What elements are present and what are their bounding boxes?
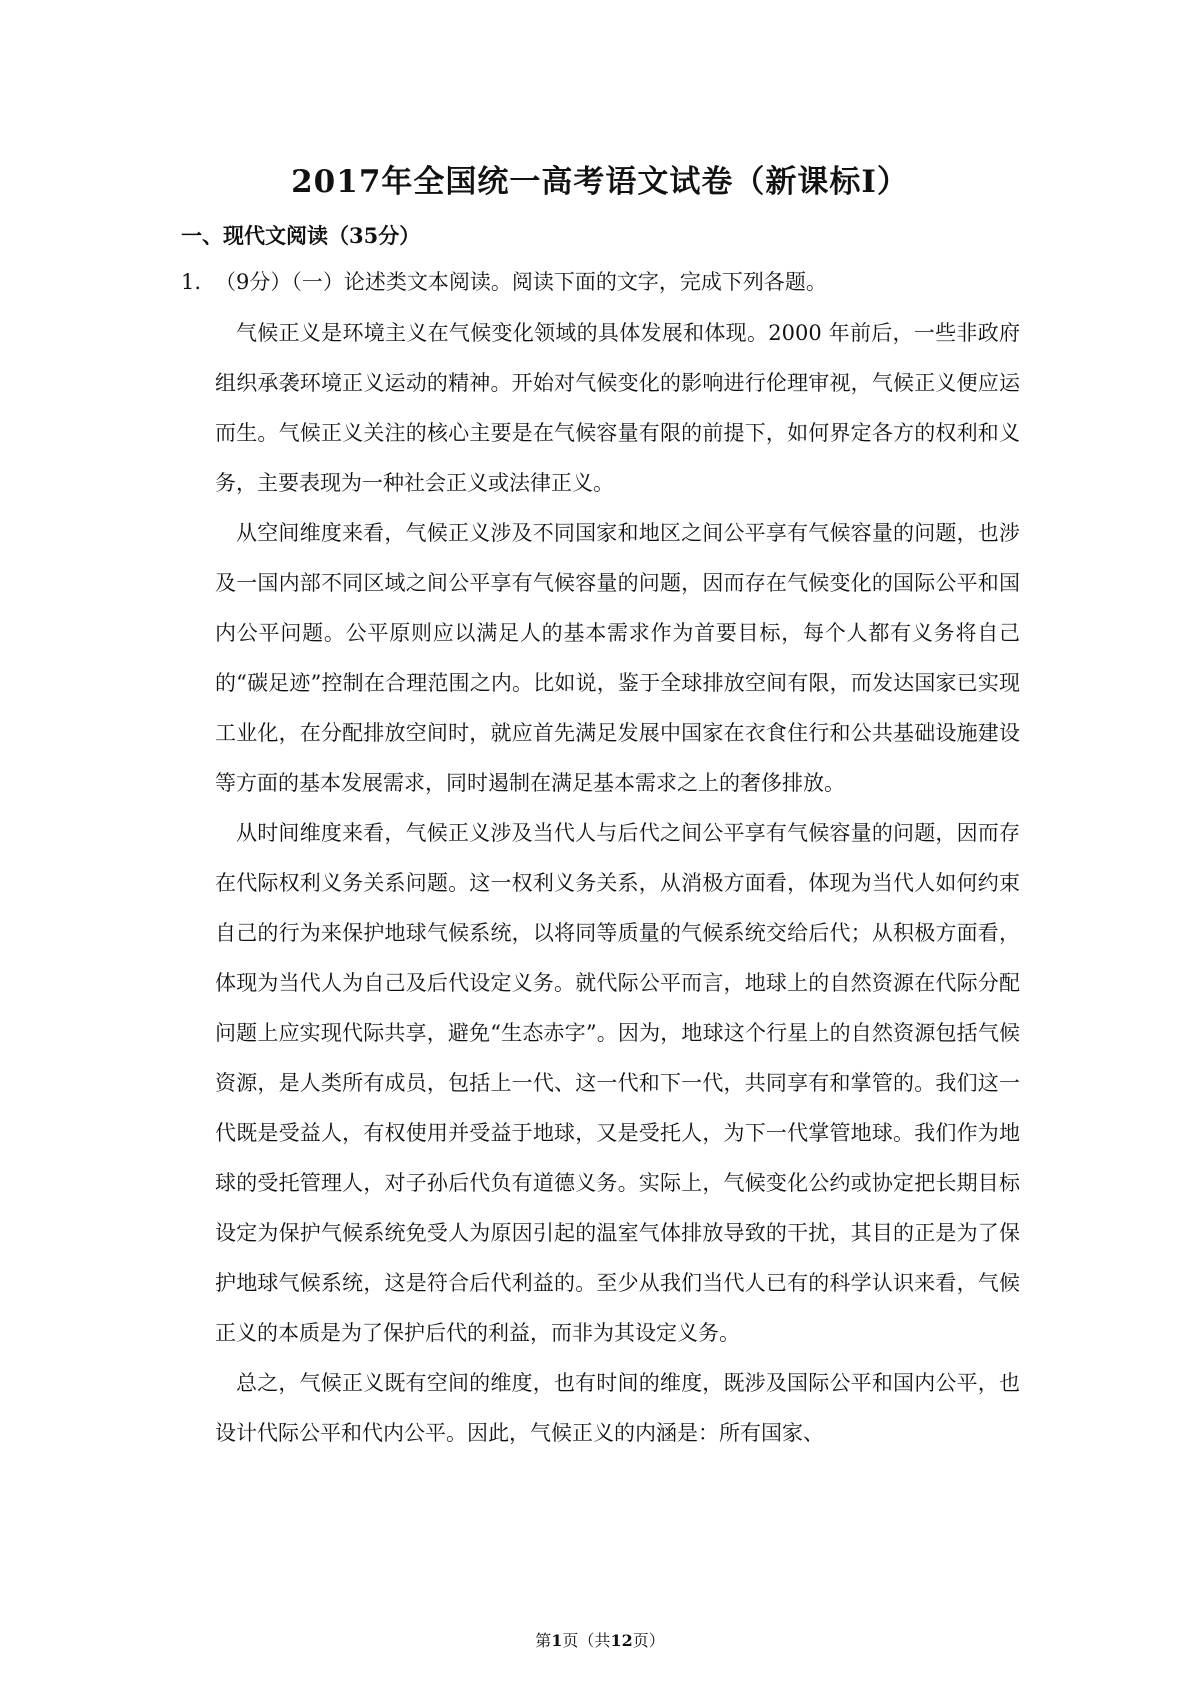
- question-prompt: （9分）（一）论述类文本阅读。阅读下面的文字，完成下列各题。: [215, 270, 827, 294]
- question-number: 1.: [181, 270, 202, 294]
- passage-paragraph: 总之，气候正义既有空间的维度，也有时间的维度，既涉及国际公平和国内公平，也设计代际公平和代内公平。因此，气候正义的内涵是：所有国家、: [215, 1371, 1020, 1445]
- footer-suffix: 页）: [632, 1631, 665, 1650]
- passage-paragraph: 气候正义是环境主义在气候变化领域的具体发展和体现。2000 年前后，一些非政府组织承袭环境正义运动的精神。开始对气候变化的影响进行伦理审视，气候正义便应运而生。气候正义关注的核心主要是在气候容量有限的前提下，如何界定各方的权利和义务，主要表现为一种社会正义或法律正义。: [215, 321, 1020, 495]
- footer-prefix: 第: [535, 1631, 552, 1650]
- footer-total-pages: 12: [610, 1631, 633, 1650]
- section-heading: 一、现代文阅读（35分）: [181, 223, 421, 248]
- passage-body: [215, 308, 1020, 1458]
- passage-paragraph: 从空间维度来看，气候正义涉及不同国家和地区之间公平享有气候容量的问题，也涉及一国内部不同区域之间公平享有气候容量的问题，因而存在气候变化的国际公平和国内公平问题。公平原则应以满足人的基本需求作为首要目标，每个人都有义务将自己的“碳足迹”控制在合理范围之内。比如说，鉴于全球排放空间有限，而发达国家已实现工业化，在分配排放空间时，就应首先满足发展中国家在衣食住行和公共基础设施建设等方面的基本发展需求，同时遏制在满足基本需求之上的奢侈排放。: [215, 521, 1020, 795]
- passage-paragraph: 从时间维度来看，气候正义涉及当代人与后代之间公平享有气候容量的问题，因而存在代际权利义务关系问题。这一权利义务关系，从消极方面看，体现为当代人如何约束自己的行为来保护地球气候系统，以将同等质量的气候系统交给后代；从积极方面看，体现为当代人为自己及后代设定义务。就代际公平而言，地球上的自然资源在代际分配问题上应实现代际共享，避免“生态赤字”。因为，地球这个行星上的自然资源包括气候资源，是人类所有成员，包括上一代、这一代和下一代，共同享有和掌管的。我们这一代既是受益人，有权使用并受益于地球，又是受托人，为下一代掌管地球。我们作为地球的受托管理人，对子孙后代负有道德义务。实际上，气候变化公约或协定把长期目标设定为保护气候系统免受人为原因引起的温室气体排放导致的干扰，其目的正是为了保护地球气候系统，这是符合后代利益的。至少从我们当代人已有的科学认识来看，气候正义的本质是为了保护后代的利益，而非为其设定义务。: [215, 821, 1020, 1345]
- footer-page-number: 1: [551, 1631, 563, 1650]
- document-title: 2017年全国统一高考语文试卷（新课标Ⅰ）: [291, 164, 909, 200]
- footer-middle: 页（共: [562, 1631, 611, 1650]
- question-line: [181, 266, 827, 296]
- page-footer: [0, 1628, 1200, 1651]
